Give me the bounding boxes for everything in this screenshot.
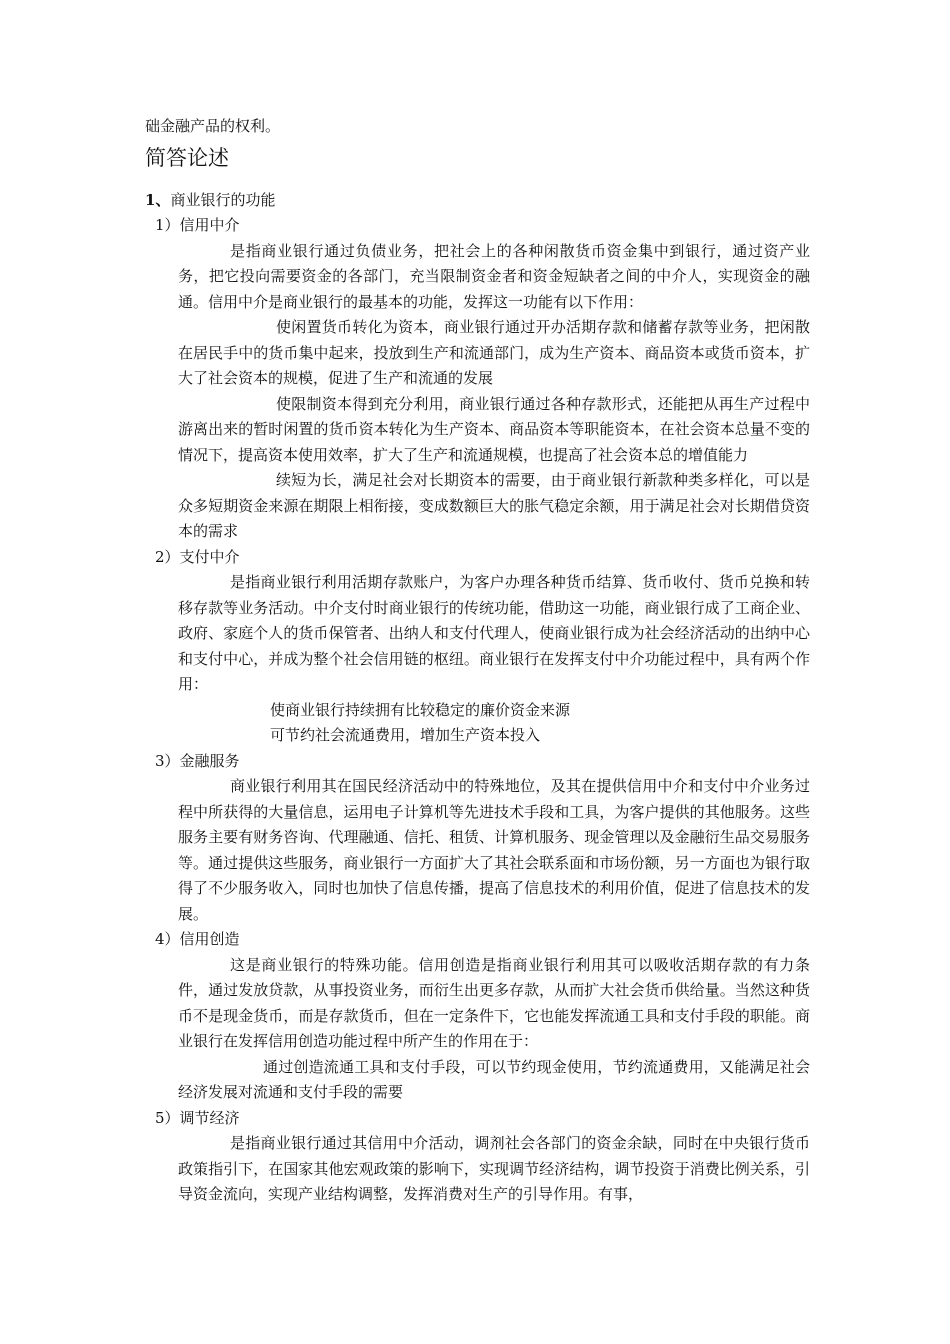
question-title-text: 商业银行的功能 (170, 190, 276, 209)
item-point: 通过创造流通工具和支付手段，可以节约现金使用，节约流通费用，又能满足社会经济发展对流通和支付手段的需要 (178, 1057, 810, 1101)
item-point: 可节约社会流通费用，增加生产资本投入 (270, 726, 541, 744)
item-point: 使闲置货币转化为资本，商业银行通过开办活期存款和储蓄存款等业务，把闲散在居民手中的货币集中起来，投放到生产和流通部门，成为生产资本、商品资本或货币资本，扩大了社会资本的规模，促进了生产和流通的发展 (178, 318, 810, 387)
item-point: 使商业银行持续拥有比较稳定的廉价资金来源 (270, 700, 571, 719)
continuation-text: 础金融产品的权利。 (145, 117, 281, 135)
item-title-credit-intermediary: 1）信用中介 (155, 216, 240, 234)
item-intro-financial-services: 商业银行利用其在国民经济活动中的特殊地位，及其在提供信用中介和支付中介业务过程中所获得的大量信息，运用电子计算机等先进技术手段和工具，为客户提供的其他服务。这些服务主要有财务咨询、代理融通、信托、租赁、计算机服务、现金管理以及金融衍生品交易服务等。通过提供这些服务，商业银行一方面扩大了其社会联系面和市场份额，另一方面也为银行取得了不少服务收入，同时也加快了信息传播，提高了信息技术的利用价值，促进了信息技术的发展。 (178, 777, 810, 923)
item-point: 使限制资本得到充分利用，商业银行通过各种存款形式，还能把从再生产过程中游离出来的暂时闲置的货币资本转化为生产资本、商品资本等职能资本，在社会资本总量不变的情况下，提高资本使用效率，扩大了生产和流通规模，也提高了社会资本总的增值能力 (178, 394, 810, 464)
item-intro-economic-regulation: 是指商业银行通过其信用中介活动，调剂社会各部门的资金余缺，同时在中央银行货币政策指引下，在国家其他宏观政策的影响下，实现调节经济结构，调节投资于消费比例关系，引导资金流向，实现产业结构调整，发挥消费对生产的引导作用。有事， (178, 1134, 810, 1203)
item-title-financial-services: 3）金融服务 (155, 751, 240, 770)
question-title (145, 188, 810, 214)
item-point: 续短为长，满足社会对长期资本的需要，由于商业银行新款种类多样化，可以是众多短期资金来源在期限上相衔接，变成数额巨大的胀气稳定余额，用于满足社会对长期借贷资本的需求 (178, 471, 810, 540)
section-heading: 简答论述 (145, 145, 229, 170)
item-title-credit-creation: 4）信用创造 (155, 930, 240, 948)
item-title-payment-intermediary: 2）支付中介 (155, 547, 240, 566)
item-intro-credit-intermediary: 是指商业银行通过负债业务，把社会上的各种闲散货币资金集中到银行，通过资产业务，把它投向需要资金的各部门，充当限制资金者和资金短缺者之间的中介人，实现资金的融通。信用中介是商业银行的最基本的功能，发挥这一功能有以下作用： (178, 241, 810, 311)
item-intro-credit-creation: 这是商业银行的特殊功能。信用创造是指商业银行利用其可以吸收活期存款的有力条件，通过发放贷款，从事投资业务，而衍生出更多存款，从而扩大社会货币供给量。当然这种货币不是现金货币，而是存款货币，但在一定条件下，它也能发挥流通工具和支付手段的职能。商业银行在发挥信用创造功能过程中所产生的作用在于： (178, 955, 810, 1050)
item-intro-payment-intermediary: 是指商业银行利用活期存款账户，为客户办理各种货币结算、货币收付、货币兑换和转移存款等业务活动。中介支付时商业银行的传统功能，借助这一功能，商业银行成了工商企业、政府、家庭个人的货币保管者、出纳人和支付代理人，使商业银行成为社会经济活动的出纳中心和支付中心，并成为整个社会信用链的枢纽。商业银行在发挥支付中介功能过程中，具有两个作用： (178, 573, 810, 693)
item-title-economic-regulation: 5）调节经济 (155, 1108, 240, 1127)
document-body (145, 114, 810, 1208)
question-number: 1、 (145, 190, 171, 209)
